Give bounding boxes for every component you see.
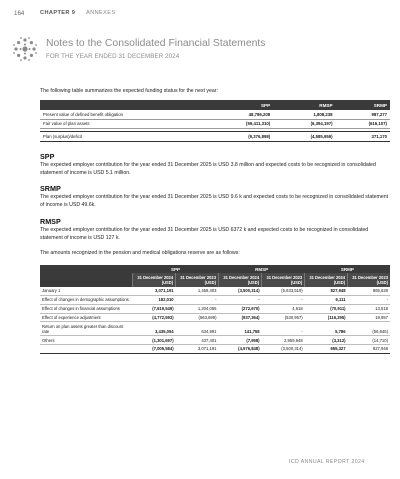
- table-cell: (530,957): [262, 313, 305, 322]
- table-row: [40, 119, 390, 129]
- table-cell: 371,170: [336, 132, 390, 142]
- table-cell: 1,808,238: [273, 110, 335, 119]
- table-cell: -: [176, 295, 219, 304]
- amounts-intro: The amounts recognized in the pension and medical obligations reserve are as follows:: [40, 250, 240, 256]
- row-label: Effect of changes in demographic assumptions: [40, 295, 133, 304]
- column-header: RMSP: [273, 100, 335, 110]
- table-cell: 48,786,208: [206, 110, 273, 119]
- table-cell: (3,500,314): [218, 287, 261, 295]
- table-cell: 1,459,403: [176, 287, 219, 295]
- organization-logo: [12, 36, 38, 62]
- table-cell: (70,911): [305, 304, 348, 313]
- column-header: 31 December 2023 (USD): [262, 273, 305, 287]
- funding-status-table: [40, 100, 390, 142]
- table-cell: 19,957: [348, 313, 390, 322]
- column-header: SPP: [206, 100, 273, 110]
- table-cell: (272,670): [218, 304, 261, 313]
- table-cell: 3,071,191: [133, 287, 176, 295]
- table-cell: -: [262, 295, 305, 304]
- table-cell: 3,435,054: [133, 322, 176, 336]
- page-title: Notes to the Consolidated Financial Statements: [46, 38, 266, 49]
- table-cell: (3,312): [305, 336, 348, 345]
- table-cell: (663,699): [176, 313, 219, 322]
- table-cell: (9,376,898): [206, 132, 273, 142]
- table-cell: (7,619,549): [133, 304, 176, 313]
- table-cell: (6,394,197): [273, 119, 335, 129]
- table-cell: (937,364): [218, 313, 261, 322]
- table-cell: 6,111: [305, 295, 348, 304]
- table-total-row: [40, 345, 390, 354]
- table-cell: -: [262, 322, 305, 336]
- table-cell: 827,948: [348, 345, 390, 354]
- group-header: SRMP: [305, 265, 390, 273]
- column-header: 31 December 2024 (USD): [218, 273, 261, 287]
- column-header: 31 December 2023 (USD): [176, 273, 219, 287]
- column-header: 31 December 2024 (USD): [133, 273, 176, 287]
- section-heading: RMSP: [40, 217, 61, 226]
- table-cell: (116,295): [305, 313, 348, 322]
- section-text: The expected employer contribution for the year ended 31 December 2025 is USD 6372 k and expected costs to be recognized in consolidated statement of income is USD 127 k.: [40, 227, 369, 241]
- table-cell: (7,958): [218, 336, 261, 345]
- table-row: [40, 304, 390, 313]
- table-cell: -: [348, 295, 390, 304]
- table-cell: (59,411,310): [206, 119, 273, 129]
- table-cell: 987,277: [336, 110, 390, 119]
- table-cell: (4,772,593): [133, 313, 176, 322]
- table-cell: (7,005,584): [133, 345, 176, 354]
- section-text: The expected employer contribution for the year ended 31 December 2025 is USD 9.6 k and expected costs to be recognized in consolidated statement of income is USD 49.6k.: [40, 194, 389, 208]
- table-cell: 5,786: [305, 322, 348, 336]
- row-label: Present value of defined benefit obligation: [40, 110, 206, 119]
- table-cell: (5,633,519): [262, 287, 305, 295]
- table-cell: 182,010: [133, 295, 176, 304]
- row-label: Plan (surplus)/deficit: [40, 132, 206, 142]
- table-cell: 437,401: [176, 336, 219, 345]
- row-label: Others: [40, 336, 133, 345]
- table-cell: 634,991: [176, 322, 219, 336]
- row-label: Effect of experience adjustment: [40, 313, 133, 322]
- table-group-header-row: [40, 265, 390, 273]
- table-row: [40, 295, 390, 304]
- table-cell: (3,500,314): [262, 345, 305, 354]
- section-heading: SRMP: [40, 184, 61, 193]
- table-cell: -: [218, 295, 261, 304]
- table-cell: (1,301,697): [133, 336, 176, 345]
- table-cell: 3,071,191: [176, 345, 219, 354]
- table-header-row: [40, 100, 390, 110]
- table-row: [40, 110, 390, 119]
- table-cell: 1,204,055: [176, 304, 219, 313]
- intro-paragraph: The following table summarizes the expected funding status for the next year:: [40, 88, 218, 94]
- table-cell: (4,576,848): [218, 345, 261, 354]
- row-label: January 1: [40, 287, 133, 295]
- section-heading: SPP: [40, 152, 55, 161]
- table-cell: (14,710): [348, 336, 390, 345]
- table-total-row: [40, 132, 390, 142]
- table-cell: (616,107): [336, 119, 390, 129]
- page-footer: ICD ANNUAL REPORT 2024: [289, 459, 365, 465]
- row-label: Effect of changes in financial assumptions: [40, 304, 133, 313]
- table-cell: 2,959,648: [262, 336, 305, 345]
- table-cell: 141,758: [218, 322, 261, 336]
- table-cell: 865,628: [348, 287, 390, 295]
- table-cell: 655,327: [305, 345, 348, 354]
- section-label: ANNEXES: [86, 10, 116, 16]
- column-header: SRMP: [336, 100, 390, 110]
- table-cell: (4,585,959): [273, 132, 335, 142]
- group-header: SPP: [133, 265, 219, 273]
- page-header: [0, 0, 400, 30]
- table-row: [40, 322, 390, 336]
- column-header: 31 December 2024 (USD): [305, 273, 348, 287]
- table-row: [40, 287, 390, 295]
- table-cell: 4,618: [262, 304, 305, 313]
- group-header: RMSP: [218, 265, 304, 273]
- column-header: 31 December 2023 (USD): [348, 273, 390, 287]
- reserve-table: [40, 265, 390, 354]
- page-number: 164: [14, 10, 25, 17]
- row-label: Return on plan assets greater than discount rate: [40, 322, 133, 336]
- page-subtitle: FOR THE YEAR ENDED 31 DECEMBER 2024: [46, 53, 180, 60]
- table-cell: 13,518: [348, 304, 390, 313]
- row-label: Fair value of plan assets: [40, 119, 206, 129]
- chapter-label: CHAPTER 9: [40, 10, 76, 16]
- section-text: The expected employer contribution for the year ended 31 December 2025 is USD 3.8 million and expected costs to be recognized in consolidated statement of income is USD 5.1 million.: [40, 162, 376, 176]
- table-row: [40, 313, 390, 322]
- table-cell: 827,948: [305, 287, 348, 295]
- table-row: [40, 336, 390, 345]
- table-cell: (56,645): [348, 322, 390, 336]
